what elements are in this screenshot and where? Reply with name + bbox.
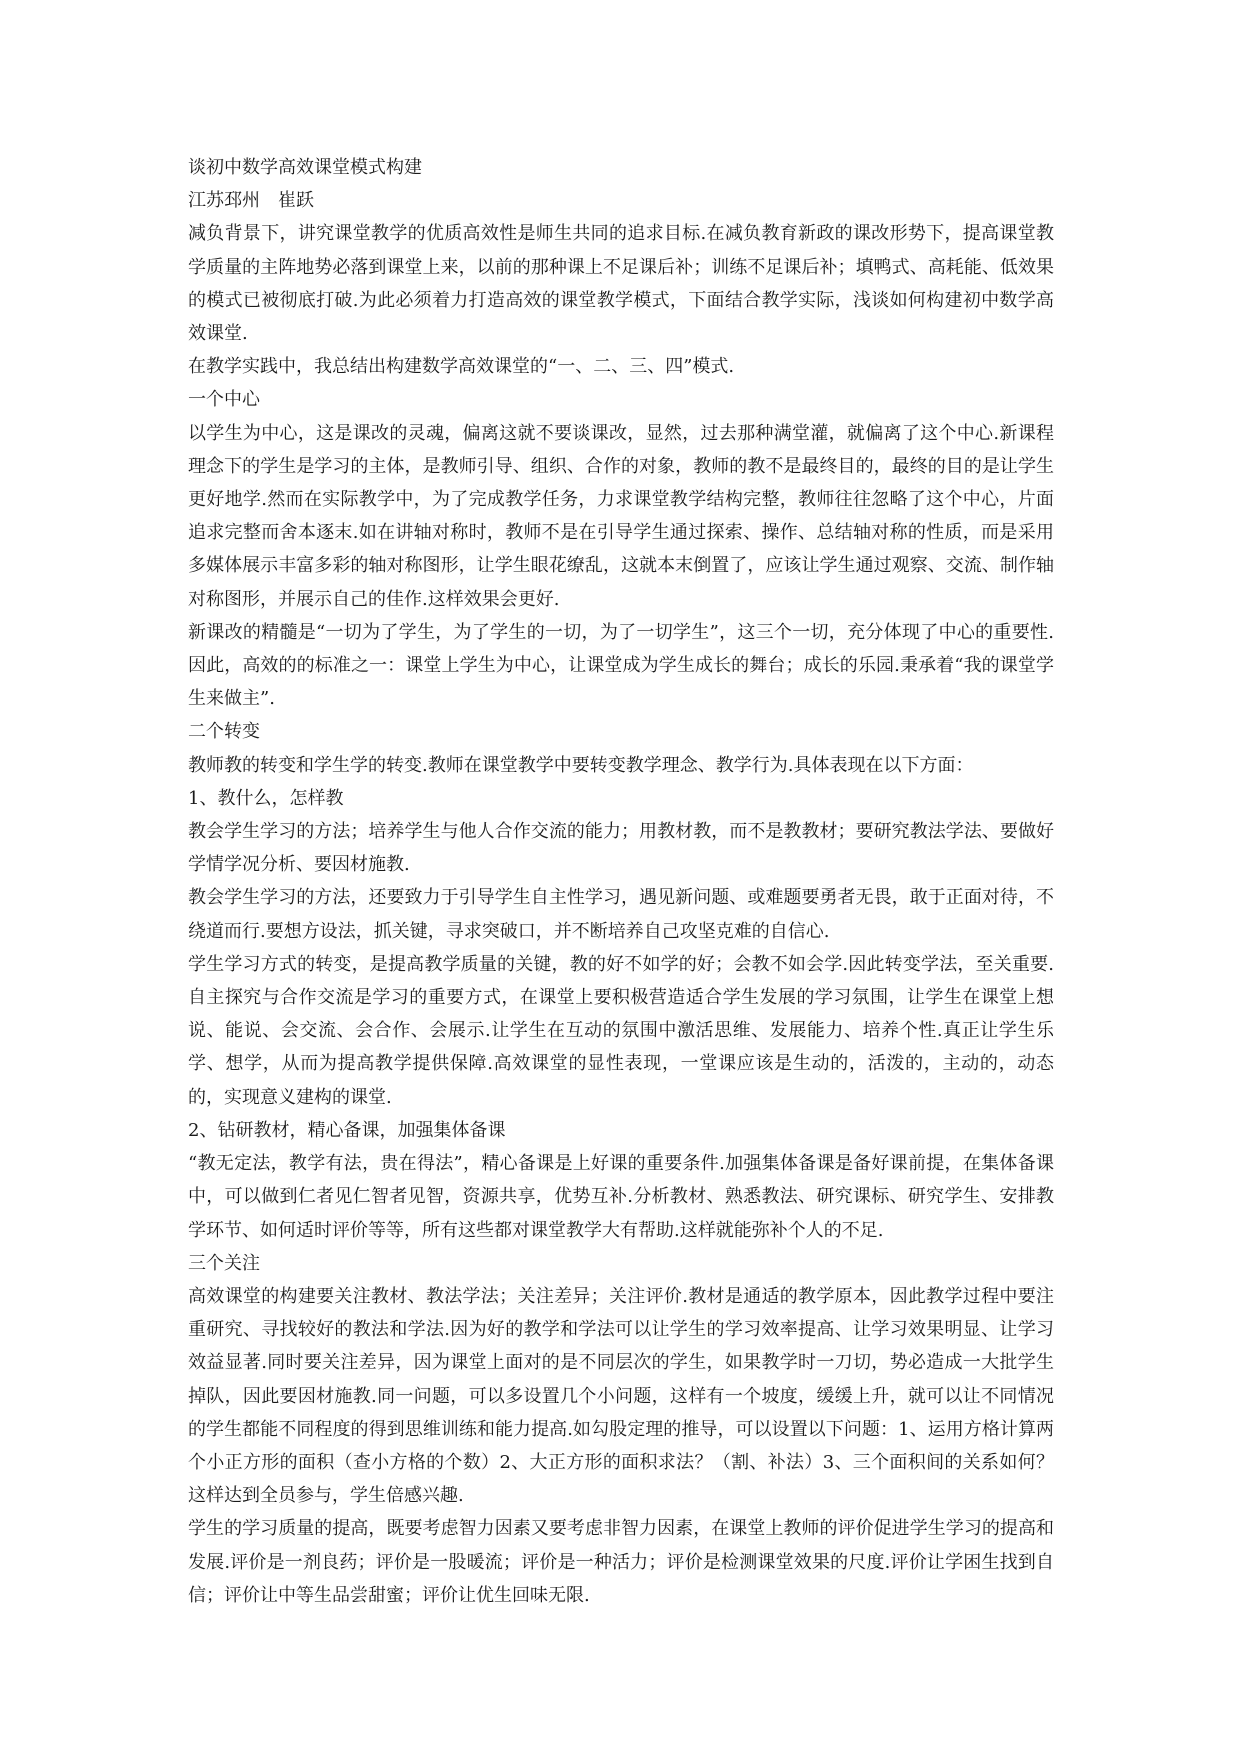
paragraph: 新课改的精髓是“一切为了学生，为了学生的一切，为了一切学生”，这三个一切，充分体现了中心的重要性.因此，高效的的标准之一：课堂上学生为中心，让课堂成为学生成长的舞台；成长的乐园.秉承着“我的课堂学生来做主”. xyxy=(188,621,1054,710)
document-author: 江苏邳州 崔跃 xyxy=(188,190,314,212)
paragraph: 教会学生学习的方法；培养学生与他人合作交流的能力；用教材教，而不是教教材；要研究教法学法、要做好学情学况分析、要因材施教. xyxy=(188,821,1054,876)
document-title: 谈初中数学高效课堂模式构建 xyxy=(188,157,422,178)
subsection-heading: 1、教什么，怎样教 xyxy=(188,787,344,809)
paragraph: 学生学习方式的转变，是提高教学质量的关键，教的好不如学的好；会教不如会学.因此转变学法，至关重要.自主探究与合作交流是学习的重要方式，在课堂上要积极营造适合学生发展的学习氛围，让学生在课堂上想说、能说、会交流、会合作、会展示.让学生在互动的氛围中激活思维、发展能力、培养个性.真正让学生乐学、想学，从而为提高教学提供保障.高效课堂的显性表现，一堂课应该是生动的，活泼的，主动的，动态的，实现意义建构的课堂. xyxy=(188,953,1054,1108)
subsection-heading: 2、钻研教材，精心备课，加强集体备课 xyxy=(188,1119,506,1141)
section-heading: 三个关注 xyxy=(188,1252,260,1274)
paragraph: 以学生为中心，这是课改的灵魂，偏离这就不要谈课改，显然，过去那种满堂灌，就偏离了这个中心.新课程理念下的学生是学习的主体，是教师引导、组织、合作的对象，教师的教不是最终目的，最终的目的是让学生更好地学.然而在实际教学中，为了完成教学任务，力求课堂教学结构完整，教师往往忽略了这个中心，片面追求完整而舍本逐末.如在讲轴对称时，教师不是在引导学生通过探索、操作、总结轴对称的性质，而是采用多媒体展示丰富多彩的轴对称图形，让学生眼花缭乱，这就本末倒置了，应该让学生通过观察、交流、制作轴对称图形，并展示自己的佳作.这样效果会更好. xyxy=(188,422,1054,610)
section-heading: 二个转变 xyxy=(188,721,260,743)
paragraph: “教无定法，教学有法，贵在得法”，精心备课是上好课的重要条件.加强集体备课是备好课前提，在集体备课中，可以做到仁者见仁智者见智，资源共享，优势互补.分析教材、熟悉教法、研究课标、研究学生、安排教学环节、如何适时评价等等，所有这些都对课堂教学大有帮助.这样就能弥补个人的不足. xyxy=(188,1153,1054,1241)
paragraph: 学生的学习质量的提高，既要考虑智力因素又要考虑非智力因素，在课堂上教师的评价促进学生学习的提高和发展.评价是一剂良药；评价是一股暖流；评价是一种活力；评价是检测课堂效果的尺度.评价让学困生找到自信；评价让中等生品尝甜蜜；评价让优生回味无限. xyxy=(188,1518,1054,1606)
paragraph: 在教学实践中，我总结出构建数学高效课堂的“一、二、三、四”模式. xyxy=(188,356,735,378)
paragraph: 高效课堂的构建要关注教材、教法学法；关注差异；关注评价.教材是通适的教学原本，因此教学过程中要注重研究、寻找较好的教法和学法.因为好的教学和学法可以让学生的学习效率提高、让学习效果明显、让学习效益显著.同时要关注差异，因为课堂上面对的是不同层次的学生，如果教学时一刀切，势必造成一大批学生掉队，因此要因材施教.同一问题，可以多设置几个小问题，这样有一个坡度，缓缓上升，就可以让不同情况的学生都能不同程度的得到思维训练和能力提高.如勾股定理的推导，可以设置以下问题：1、运用方格计算两个小正方形的面积（查小方格的个数）2、大正方形的面积求法？（割、补法）3、三个面积间的关系如何？这样达到全员参与，学生倍感兴趣. xyxy=(188,1285,1054,1507)
paragraph: 教师教的转变和学生学的转变.教师在课堂教学中要转变教学理念、教学行为.具体表现在以下方面： xyxy=(188,754,974,776)
paragraph: 教会学生学习的方法，还要致力于引导学生自主性学习，遇见新问题、或难题要勇者无畏，敢于正面对待，不绕道而行.要想方设法，抓关键，寻求突破口，并不断培养自己攻坚克难的自信心. xyxy=(188,887,1054,942)
document-page xyxy=(188,151,1054,1612)
paragraph: 减负背景下，讲究课堂教学的优质高效性是师生共同的追求目标.在减负教育新政的课改形势下，提高课堂教学质量的主阵地势必落到课堂上来，以前的那种课上不足课后补；训练不足课后补；填鸭式、高耗能、低效果的模式已被彻底打破.为此必须着力打造高效的课堂教学模式，下面结合教学实际，浅谈如何构建初中数学高效课堂. xyxy=(188,223,1054,345)
section-heading: 一个中心 xyxy=(188,389,260,411)
